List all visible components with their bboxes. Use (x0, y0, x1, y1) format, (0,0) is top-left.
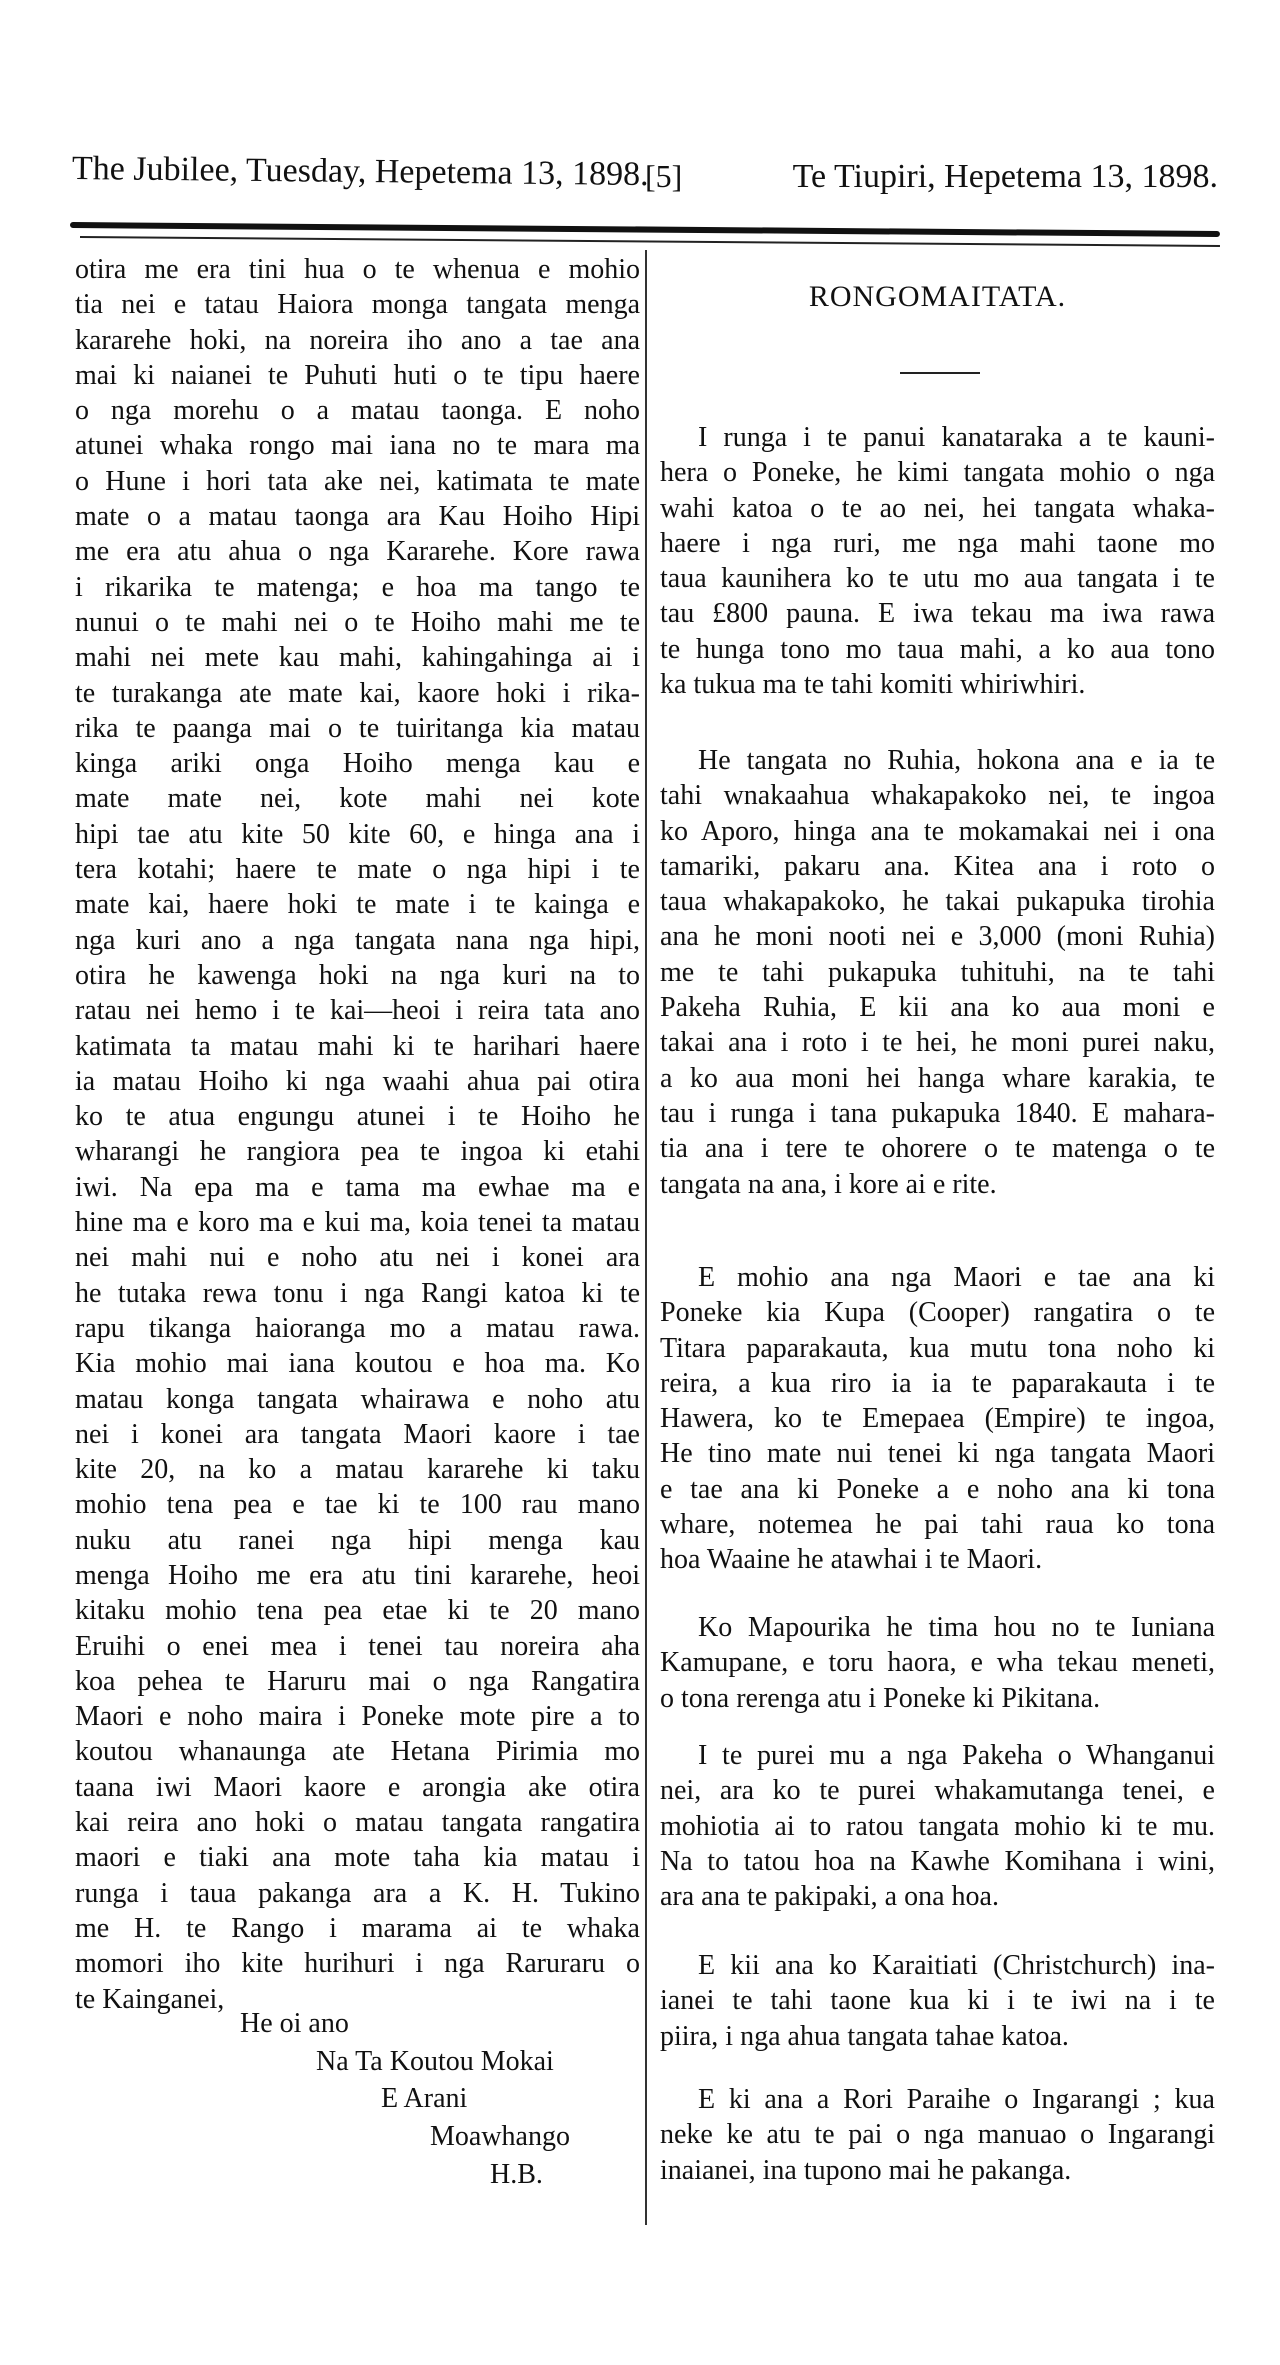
letter-line: ia matau Hoiho ki nga waahi ahua pai otira (75, 1065, 640, 1097)
letter-line: te turakanga ate mate kai, kaore hoki i rika- (75, 677, 640, 709)
letter-line: hipi tae atu kite 50 kite 60, e hinga ana i (75, 818, 640, 850)
news-line: E kii ana ko Karaitiati (Christchurch) ina- (698, 1950, 1215, 1981)
letter-line: nei i konei ara tangata Maori kaore i tae (75, 1418, 640, 1450)
news-line: haere i nga ruri, me nga mahi taone mo (660, 527, 1215, 559)
title-rule (900, 372, 980, 374)
news-line: ana he moni nooti nei e 3,000 (moni Ruhia) (660, 921, 1215, 953)
letter-line: kai reira ano hoki o matau tangata rangatira (75, 1807, 640, 1839)
letter-region: H.B. (490, 2159, 543, 2190)
letter-line: o Hune i hori tata ake nei, katimata te mate (75, 465, 640, 497)
letter-line: koa pehea te Haruru mai o nga Rangatira (75, 1665, 640, 1697)
news-line: inaianei, ina tupono mai he pakanga. (660, 2154, 1072, 2186)
letter-line: kinga ariki onga Hoiho menga kau e (75, 748, 640, 780)
news-line: Hawera, ko te Emepaea (Empire) te ingoa, (660, 1403, 1215, 1435)
news-line: tau £800 pauna. E iwa tekau ma iwa rawa (660, 598, 1215, 630)
column-divider (645, 250, 647, 2225)
letter-line: kite 20, na ko a matau kararehe ki taku (75, 1454, 640, 1486)
news-line: ara ana te pakipaki, a ona hoa. (660, 1881, 999, 1913)
letter-closing: He oi ano (240, 2008, 349, 2039)
letter-line: nei mahi nui e noho atu nei i konei ara (75, 1242, 640, 1274)
letter-line: koutou whanaunga ate Hetana Pirimia mo (75, 1736, 640, 1768)
news-line: ka tukua ma te tahi komiti whiriwhiri. (660, 669, 1086, 701)
letter-line: te Kainganei, (75, 1983, 225, 2015)
news-line: tia ana i tere te ohorere o te matenga o te (660, 1133, 1215, 1165)
letter-line: katimata ta matau mahi ki te harihari haere (75, 1030, 640, 1062)
letter-line: hine ma e koro ma e kui ma, koia tenei ta matau (75, 1207, 640, 1239)
news-line: I te purei mu a nga Pakeha o Whanganui (698, 1740, 1215, 1771)
news-line: reira, a kua riro ia ia te paparakauta i te (660, 1367, 1215, 1399)
news-line: Ko Mapourika he tima hou no te Iuniana (698, 1612, 1215, 1643)
letter-line: o nga morehu o a matau taonga. E noho (75, 395, 640, 427)
letter-line: runga i taua pakanga ara a K. H. Tukino (75, 1877, 640, 1909)
news-line: piira, i nga ahua tangata tahae katoa. (660, 2020, 1069, 2052)
letter-line: rika te paanga mai o te tuiritanga kia matau (75, 712, 640, 744)
news-line: E ki ana a Rori Paraihe o Ingarangi ; kua (698, 2084, 1215, 2115)
news-line: tau i runga i tana pukapuka 1840. E mahara- (660, 1097, 1215, 1129)
news-line: te hunga tono mo taua mahi, a ko aua tono (660, 633, 1215, 665)
letter-line: mai ki naianei te Puhuti huti o te tipu haere (75, 359, 640, 391)
news-line: tamariki, pakaru ana. Kitea ana i roto o (660, 850, 1215, 882)
news-line: ko Aporo, hinga ana te mokamakai nei i ona (660, 815, 1215, 847)
news-line: me te tahi pukapuka tuhituhi, na te tahi (660, 956, 1215, 988)
news-line: taua whakapakoko, he takai pukapuka tirohia (660, 886, 1215, 918)
news-line: o tona rerenga atu i Poneke ki Pikitana. (660, 1682, 1101, 1714)
header-english-title: The Jubilee, Tuesday, Hepetema 13, 1898. (71, 150, 649, 194)
letter-line: momori iho kite hurihuri i nga Raruraru o (75, 1948, 640, 1980)
letter-line: matau konga tangata whairawa e noho atu (75, 1383, 640, 1415)
letter-line: atunei whaka rongo mai iana no te mara ma (75, 430, 640, 462)
news-line: E mohio ana nga Maori e tae ana ki (698, 1262, 1215, 1293)
header-maori-title: Te Tiupiri, Hepetema 13, 1898. (792, 158, 1218, 195)
letter-author: E Arani (381, 2083, 468, 2114)
header-rule-thick (70, 222, 1220, 237)
letter-line: tia nei e tatau Haiora monga tangata menga (75, 289, 640, 321)
letter-column (75, 252, 640, 2017)
news-line: He tangata no Ruhia, hokona ana e ia te (698, 745, 1215, 776)
news-line: e tae ana ki Poneke a e noho ana ki tona (660, 1473, 1215, 1505)
letter-line: ratau nei hemo i te kai—heoi i reira tata ano (75, 995, 640, 1027)
letter-line: taana iwi Maori kaore e arongia ake otira (75, 1771, 640, 1803)
news-paragraph (660, 743, 1215, 1202)
news-line: Poneke kia Kupa (Cooper) rangatira o te (660, 1297, 1215, 1329)
letter-line: i rikarika te matenga; e hoa ma tango te (75, 571, 640, 603)
letter-place: Moawhango (430, 2121, 570, 2152)
letter-line: me H. te Rango i marama ai te whaka (75, 1912, 640, 1944)
news-line: He tino mate nui tenei ki nga tangata Maori (660, 1438, 1215, 1470)
news-line: neke ke atu te pai o nga manuao o Ingarangi (660, 2119, 1215, 2151)
letter-line: nunui o te mahi nei o te Hoiho mahi me te (75, 606, 640, 638)
news-paragraph (660, 1610, 1215, 1716)
news-line: ianei te tahi taone kua ki i te iwi na i te (660, 1985, 1215, 2017)
news-line: hoa Waaine he atawhai i te Maori. (660, 1544, 1043, 1576)
news-section-title: RONGOMAITATA. (808, 280, 1067, 313)
letter-line: mate mate nei, kote mahi nei kote (75, 783, 640, 815)
news-line: tahi wnakaahua whakapakoko nei, te ingoa (660, 780, 1215, 812)
letter-line: mahi nei mete kau mahi, kahingahinga ai i (75, 642, 640, 674)
letter-line: menga Hoiho me era atu tini kararehe, heoi (75, 1559, 640, 1591)
header-rule-thin (80, 236, 1220, 247)
letter-line: nuku atu ranei nga hipi menga kau (75, 1524, 640, 1556)
letter-line: Eruihi o enei mea i tenei tau noreira aha (75, 1630, 640, 1662)
news-line: wahi katoa o te ao nei, hei tangata whaka- (660, 492, 1215, 524)
news-line: taua kaunihera ko te utu mo aua tangata i te (660, 563, 1215, 595)
news-line: whare, notemea he pai tahi raua ko tona (660, 1509, 1215, 1541)
letter-line: iwi. Na epa ma e tama ma ewhae ma e (75, 1171, 640, 1203)
news-paragraph (660, 2082, 1215, 2188)
letter-line: wharangi he rangiora pea te ingoa ki etahi (75, 1136, 640, 1168)
news-paragraph (660, 1260, 1215, 1578)
page-number: [5] (645, 158, 683, 194)
letter-line: tera kotahi; haere te mate o nga hipi i te (75, 854, 640, 886)
letter-line: maori e tiaki ana mote taha kia matau i (75, 1842, 640, 1874)
news-paragraph (660, 420, 1215, 702)
letter-line: Kia mohio mai iana koutou e hoa ma. Ko (75, 1348, 640, 1380)
news-line: I runga i te panui kanataraka a te kauni- (698, 422, 1215, 453)
letter-line: mate o a matau taonga ara Kau Hoiho Hipi (75, 501, 640, 533)
letter-line: mate kai, haere hoki te mate i te kainga e (75, 889, 640, 921)
news-line: mohiotia ai to ratou tangata mohio ki te mu. (660, 1810, 1215, 1842)
news-line: Kamupane, e toru haora, e wha tekau meneti, (660, 1647, 1215, 1679)
news-line: Pakeha Ruhia, E kii ana ko aua moni e (660, 992, 1215, 1024)
news-line: Na to tatou hoa na Kawhe Komihana i wini, (660, 1845, 1215, 1877)
letter-from: Na Ta Koutou Mokai (316, 2046, 554, 2077)
letter-line: kararehe hoki, na noreira iho ano a tae ana (75, 324, 640, 356)
news-line: tangata na ana, i kore ai e rite. (660, 1168, 997, 1200)
news-paragraph (660, 1738, 1215, 1914)
letter-line: otira he kawenga hoki na nga kuri na to (75, 959, 640, 991)
letter-line: ko te atua engungu atunei i te Hoiho he (75, 1101, 640, 1133)
news-line: a ko aua moni hei hanga whare karakia, te (660, 1062, 1215, 1094)
letter-line: me era atu ahua o nga Kararehe. Kore rawa (75, 536, 640, 568)
news-line: Titara paparakauta, kua mutu tona noho ki (660, 1332, 1215, 1364)
letter-line: otira me era tini hua o te whenua e mohio (75, 254, 640, 285)
letter-line: mohio tena pea e tae ki te 100 rau mano (75, 1489, 640, 1521)
letter-line: Maori e noho maira i Poneke mote pire a to (75, 1701, 640, 1733)
news-line: nei, ara ko te purei whakamutanga tenei, e (660, 1775, 1215, 1807)
news-line: hera o Poneke, he kimi tangata mohio o nga (660, 457, 1215, 489)
news-paragraph (660, 1948, 1215, 2054)
letter-line: nga kuri ano a nga tangata nana nga hipi, (75, 924, 640, 956)
letter-line: he tutaka rewa tonu i nga Rangi katoa ki te (75, 1277, 640, 1309)
letter-line: kitaku mohio tena pea etae ki te 20 mano (75, 1595, 640, 1627)
news-line: takai ana i roto i te hei, he moni purei naku, (660, 1027, 1215, 1059)
letter-line: rapu tikanga haioranga mo a matau rawa. (75, 1312, 640, 1344)
